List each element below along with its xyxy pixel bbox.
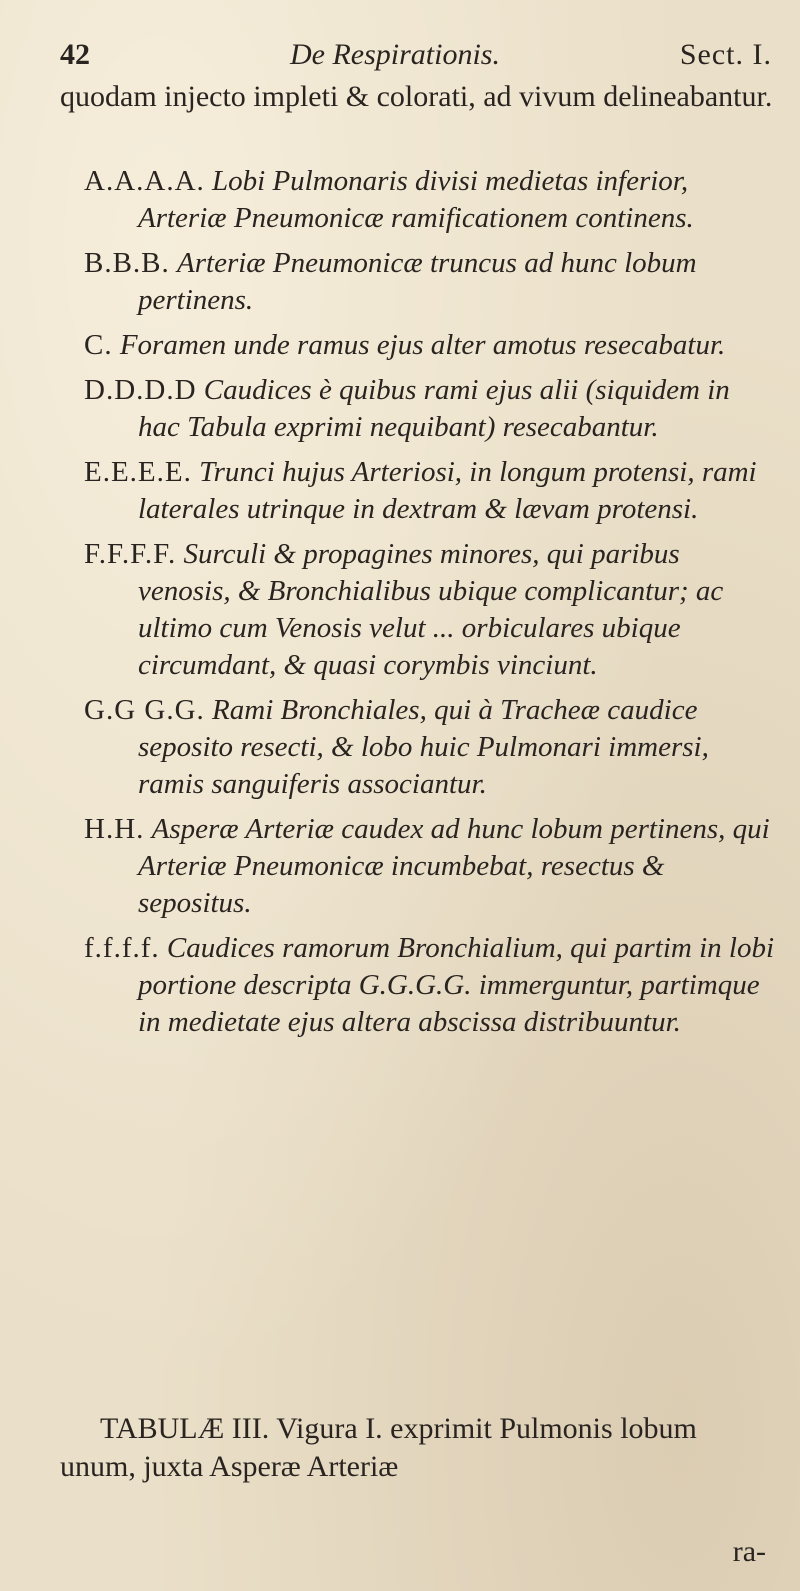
- legend-entry-b: [60, 245, 776, 319]
- legend-label: C.: [84, 329, 113, 361]
- closing-paragraph: [60, 1410, 776, 1486]
- legend-description: Rami Bronchiales, qui à Tracheæ caudice seposito resecti, & lobo huic Pulmonari immersi, ramis sanguiferis associantur.: [138, 694, 709, 800]
- legend-description: Lobi Pulmonaris divisi medietas inferior, Arteriæ Pneumonicæ ramificationem continens.: [138, 165, 694, 234]
- legend-description: Caudices è quibus rami ejus alii (siquidem in hac Tabula exprimi nequibant) resecabantur.: [138, 374, 730, 443]
- page-number: 42: [60, 38, 90, 71]
- legend-entry-d: [60, 372, 776, 446]
- intro-paragraph: quodam injecto impleti & colorati, ad vivum delineabantur.: [60, 80, 773, 113]
- legend-label: D.D.D.D: [84, 374, 197, 406]
- legend-description: Foramen unde ramus ejus alter amotus resecabatur.: [119, 329, 726, 361]
- legend-description: Surculi & propagines minores, qui paribus venosis, & Bronchialibus ubique complicantur; ac ultimo cum Venosis velut ... orbiculares ubique circumdant, & quasi corymbis vinciunt.: [138, 538, 724, 681]
- legend-label: E.E.E.E.: [84, 456, 192, 488]
- legend-entry-e: [60, 454, 776, 528]
- legend-label: H.H.: [84, 813, 145, 845]
- legend-entry-a: [60, 163, 776, 237]
- figure-legend: [60, 163, 776, 1049]
- running-title: De Respirationis.: [290, 38, 500, 71]
- legend-entry-g: [60, 692, 776, 803]
- legend-description: Arteriæ Pneumonicæ truncus ad hunc lobum pertinens.: [138, 247, 697, 316]
- legend-description: Asperæ Arteriæ caudex ad hunc lobum pertinens, qui Arteriæ Pneumonicæ incumbebat, resectus & sepositus.: [138, 813, 770, 919]
- legend-label: G.G G.G.: [84, 694, 205, 726]
- legend-entry-f: [60, 536, 776, 684]
- catchword: ra-: [732, 1535, 766, 1568]
- legend-entry-f-lower: [60, 930, 776, 1041]
- legend-entry-c: [60, 327, 776, 364]
- legend-label: F.F.F.F.: [84, 538, 177, 570]
- section-label: Sect. I.: [679, 38, 772, 71]
- legend-description: Caudices ramorum Bronchialium, qui partim in lobi portione descripta G.G.G.G. immerguntur, partimque in medietate ejus altera abscissa distribuuntur.: [138, 932, 775, 1038]
- legend-label: A.A.A.A.: [84, 165, 205, 197]
- legend-entry-h: [60, 811, 776, 922]
- legend-description: Trunci hujus Arteriosi, in longum protensi, rami laterales utrinque in dextram & lævam protensi.: [138, 456, 757, 525]
- closing-text: TABULÆ III. Vigura I. exprimit Pulmonis lobum unum, juxta Asperæ Arteriæ: [60, 1412, 697, 1483]
- legend-label: f.f.f.f.: [84, 932, 160, 964]
- legend-label: B.B.B.: [84, 247, 170, 279]
